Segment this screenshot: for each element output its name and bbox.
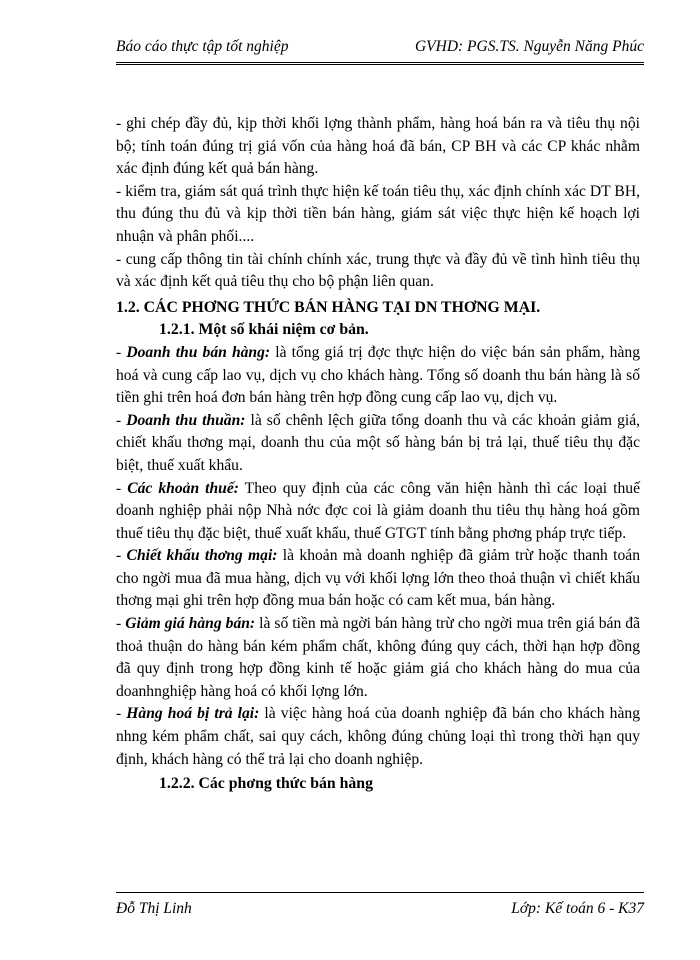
subsection-heading-1-2-2: 1.2.2. Các phơng thức bán hàng xyxy=(159,775,373,793)
paragraph-information: - cung cấp thông tin tài chính chính xác, trung thực và đầy đủ về tình hình tiêu thụ và xác định kết quả tiêu thụ cho bộ phận liên quan. xyxy=(116,250,640,291)
page-header xyxy=(116,38,644,60)
definition-sales-allowance xyxy=(116,613,640,703)
definition-trade-discount xyxy=(116,545,640,613)
bullet: - xyxy=(116,411,127,429)
definition-sales-returns xyxy=(116,703,640,771)
definition-text: là số chênh lệch giữa tổng doanh thu và các khoản giảm giá, chiết khấu thơng mại, doanh thu của một số hàng bán bị trả lại, thuế tiêu thụ đặc biệt, thuế xuất khẩu. xyxy=(116,411,641,474)
term-sales-allowance: Giảm giá hàng bán: xyxy=(125,615,256,633)
definition-text: là việc hàng hoá của doanh nghiệp đã bán cho khách hàng nhng kém phẩm chất, sai quy cách, không đúng chủng loại thì trong thời hạn quy định, khách hàng có thể trả lại cho doanh nghiệp. xyxy=(116,705,640,768)
page-footer xyxy=(116,900,644,922)
definition-taxes xyxy=(116,478,640,546)
paragraph-supervision: - kiểm tra, giám sát quá trình thực hiện kế toán tiêu thụ, xác định chính xác DT BH, thu đúng thu đủ và kịp thời tiền bán hàng, giám sát việc thực hiện kế hoạch lợi nhuận và phân phối.... xyxy=(116,182,640,245)
definition-text: là tổng giá trị đợc thực hiện do việc bán sản phẩm, hàng hoá và cung cấp lao vụ, dịch vụ cho khách hàng. Tổng số doanh thu bán hàng là số tiền ghi trên hoá đơn bán hàng trên hợp đồng cung cấp lao vụ, dịch vụ. xyxy=(116,343,640,407)
bullet: - xyxy=(116,479,128,497)
header-supervisor: GVHD: PGS.TS. Nguyễn Năng Phúc xyxy=(414,38,644,55)
header-report-title: Báo cáo thực tập tốt nghiệp xyxy=(116,38,289,55)
term-net-revenue: Doanh thu thuần: xyxy=(126,411,246,429)
footer-class: Lớp: Kế toán 6 - K37 xyxy=(511,900,644,917)
definition-text: là khoản mà doanh nghiệp đã giảm trừ hoặc thanh toán cho ngời mua đã mua hàng, dịch vụ với khối lợng lớn theo thoả thuận vì chiết khấu thơng mại ghi trên hợp đồng mua bán hoặc có cam kết mua, bán hàng. xyxy=(116,547,640,610)
footer-author: Đỗ Thị Linh xyxy=(116,900,192,917)
paragraph-recording: - ghi chép đầy đủ, kịp thời khối lợng thành phẩm, hàng hoá bán ra và tiêu thụ nội bộ; tính toán đúng trị giá vốn của hàng hoá đã bán, CP BH và các CP khác nhằm xác định đúng kết quả bán hàng. xyxy=(116,115,640,178)
definition-text: là số tiền mà ngời bán hàng trừ cho ngời mua trên giá bán đã thoả thuận do hàng bán kém phẩm chất, không đúng quy cách, thời hạn hợp đồng đã quy định trong hợp đồng kinh tế hoặc giảm giá cho khách hàng do mua của doanhnghiệp hàng hoá có khối lợng lớn. xyxy=(116,615,640,700)
definition-net-revenue xyxy=(116,410,640,478)
bullet: - xyxy=(116,705,127,723)
term-sales-revenue: Doanh thu bán hàng: xyxy=(126,343,271,361)
bullet: - xyxy=(116,547,127,565)
bullet: - xyxy=(116,615,126,633)
subsection-heading-1-2-1: 1.2.1. Một số khái niệm cơ bản. xyxy=(159,321,369,339)
term-trade-discount: Chiết khấu thơng mại: xyxy=(126,547,278,565)
header-rule xyxy=(116,62,644,65)
term-sales-returns: Hàng hoá bị trả lại: xyxy=(126,705,260,723)
section-heading-1-2: 1.2. CÁC PHƠNG THỨC BÁN HÀNG TẠI DN THƠNG MẠI. xyxy=(116,298,541,316)
definition-sales-revenue xyxy=(116,342,640,410)
definition-text: Theo quy định của các công văn hiện hành thì các loại thuế doanh nghiệp phải nộp Nhà nớc đợc coi là giảm doanh thu tiêu thụ hàng hoá gồm thuế tiêu thụ đặc biệt, thuế xuất khẩu, thuế GTGT tính bằng phơng pháp trực tiếp. xyxy=(116,479,640,542)
bullet: - xyxy=(116,343,127,361)
term-taxes: Các khoản thuế: xyxy=(127,479,239,497)
page-body xyxy=(116,113,640,796)
footer-rule xyxy=(116,892,644,893)
